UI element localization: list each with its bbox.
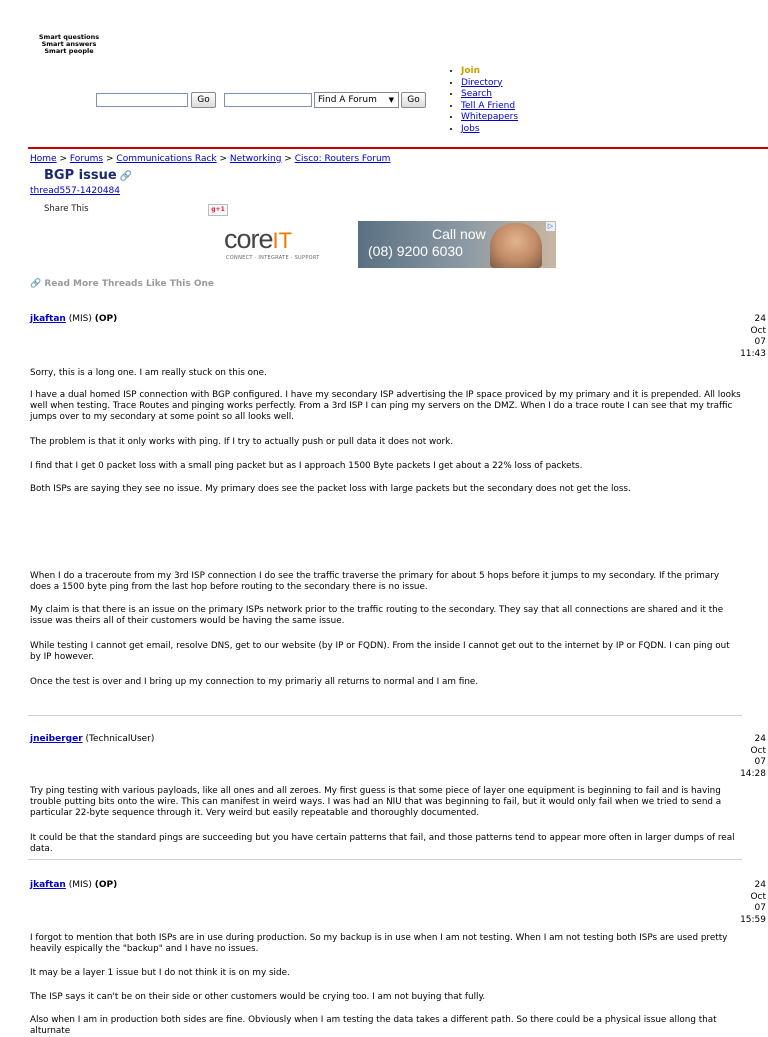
- link-icon[interactable]: 🔗: [119, 171, 133, 182]
- post-paragraph: I find that I get 0 packet loss with a small ping packet but as I approach 1500 Byte packets I get about a 22% loss of packets.: [30, 461, 583, 471]
- chevron-down-icon: ▼: [388, 96, 394, 104]
- site-tagline: [38, 34, 100, 55]
- post-paragraph: It could be that the standard pings are succeeding but you have certain patterns that fail, and those patterns tend to appear more often in larger dumps of real data.: [30, 833, 735, 854]
- ad-person-image: [490, 223, 542, 268]
- ad-call-now: Call now: [432, 226, 486, 242]
- google-plus-button[interactable]: g+1: [208, 204, 228, 216]
- tagline-line: Smart people: [44, 47, 94, 55]
- breadcrumb-communications-rack[interactable]: Communications Rack: [116, 154, 217, 164]
- post-paragraph: I forgot to mention that both ISPs are in use during production. So my backup is in use when I am not testing. When I am not testing both ISPs are used pretty heavily espically the "backup" and I have no issues.: [30, 933, 728, 954]
- ad-logo-core: core: [224, 224, 273, 254]
- breadcrumb-cisco-routers[interactable]: Cisco: Routers Forum: [294, 154, 391, 164]
- post-date-year: 07: [754, 903, 766, 913]
- post-date-day: 24: [754, 734, 766, 744]
- top-links: [452, 66, 518, 136]
- search-link[interactable]: Search: [461, 89, 492, 100]
- link-icon: 🔗: [30, 279, 42, 289]
- read-more-threads[interactable]: [30, 279, 214, 290]
- post-date-year: 07: [754, 337, 766, 347]
- adchoices-icon[interactable]: ▷: [547, 222, 554, 230]
- post-date: [716, 314, 766, 360]
- author-role: (MIS): [68, 880, 92, 890]
- post-paragraph: While testing I cannot get email, resolve DNS, get to our website (by IP or FQDN). From the inside I cannot get out to the internet by IP or FQDN. I can ping out by IP however.: [30, 641, 730, 662]
- post-date: [716, 880, 766, 926]
- tagline-line: Smart answers: [41, 40, 97, 48]
- post-paragraph: Both ISPs are saying they see no issue. My primary does see the packet loss with large packets but the secondary does not get the loss.: [30, 484, 631, 494]
- thread-id-link[interactable]: thread557-1420484: [30, 186, 121, 196]
- ad-brand-panel: [218, 221, 358, 268]
- post-date-month: Oct: [750, 745, 766, 756]
- post-paragraph: Also when I am in production both sides are fine. Obviously when I am testing the data takes a different path. So there could be a physical issue allong that alturnate: [30, 1015, 717, 1036]
- ad-logo-it: IT: [272, 228, 293, 253]
- forum-search-input[interactable]: [224, 93, 312, 107]
- toplink-join: [461, 66, 518, 78]
- post-paragraph: The ISP says it can't be on their side or other customers would be crying too. I am not buying that fully.: [30, 992, 486, 1002]
- post-paragraph: When I do a traceroute from my 3rd ISP connection I do see the traffic traverse the primary for about 5 hops before it jumps to my secondary. If the primary does a 1500 byte ping from the last hop before routing to the secondary there is no issue.: [30, 571, 720, 592]
- share-this-button[interactable]: Share This: [44, 204, 89, 214]
- post-paragraph: Once the test is over and I bring up my connection to my primariy all returns to normal and I am fine.: [30, 677, 479, 687]
- author-link[interactable]: jneiberger: [30, 734, 83, 744]
- breadcrumb-separator: >: [105, 154, 114, 164]
- toplink-search: [461, 89, 518, 101]
- site-search-go-button[interactable]: Go: [191, 92, 216, 108]
- author-role: (MIS): [68, 314, 92, 324]
- post-paragraph: Try ping testing with various payloads, like all ones and all zeroes. My first guess is that some piece of layer one equipment is beginning to fail and is having trouble putting bits onto the wire. This can manifest in weird ways. I was had an NIU that was beginning to fail, but it would only fail when we tried to send a particular 22-byte sequence through it. Very weird but easily repeatable and thoroughly documented.: [30, 786, 722, 818]
- post-paragraph: The problem is that it only works with ping. If I try to actually push or pull data it does not work.: [30, 437, 454, 447]
- author-role: (TechnicalUser): [85, 734, 155, 744]
- tagline-line: Smart questions: [38, 33, 100, 41]
- breadcrumb: [30, 154, 390, 165]
- post-divider: [28, 859, 742, 860]
- post-date-month: Oct: [750, 891, 766, 902]
- author-link[interactable]: jkaftan: [30, 880, 66, 890]
- ad-subtitle: CONNECT · INTEGRATE · SUPPORT: [226, 255, 320, 261]
- read-more-label: Read More Threads Like This One: [44, 279, 215, 289]
- breadcrumb-forums[interactable]: Forums: [69, 154, 104, 164]
- post-author: [30, 880, 117, 891]
- op-badge: (OP): [94, 880, 118, 890]
- post-date-time: 14:28: [740, 768, 766, 779]
- forum-search-go-button[interactable]: Go: [401, 92, 426, 108]
- whitepapers-link[interactable]: Whitepapers: [461, 112, 519, 123]
- join-link[interactable]: Join: [461, 66, 481, 76]
- post-date: [716, 734, 766, 780]
- forum-select[interactable]: [314, 92, 399, 108]
- post-paragraph: Sorry, this is a long one. I am really stuck on this one.: [30, 368, 267, 378]
- thread-title: [44, 168, 132, 184]
- post-paragraph: My claim is that there is an issue on the primary ISPs network prior to the traffic routing to the secondary. They say that all connections are shared and it the issue was theirs all of their customers would be having the same issue.: [30, 605, 724, 626]
- toplink-tell-a-friend: [461, 101, 518, 113]
- post-date-day: 24: [754, 314, 766, 324]
- header-divider: [28, 147, 768, 149]
- ad-photo-panel: [358, 221, 556, 268]
- forum-select-value: Find A Forum: [318, 95, 377, 105]
- ad-banner[interactable]: [218, 221, 556, 268]
- breadcrumb-separator: >: [219, 154, 228, 164]
- post-paragraph: I have a dual homed ISP connection with BGP configured. I have my secondary ISP advertising the IP space proviced by my primary and it is prepended. All looks well when testing. Trace Routes and pinging works perfectly. From a 3rd ISP I can ping my servers on the DMZ. When I do a trace route I can see that my traffic jumps over to my secondary at some point so all looks well.: [30, 390, 741, 422]
- post-date-year: 07: [754, 757, 766, 767]
- toplink-directory: [461, 78, 518, 90]
- thread-title-text: BGP issue: [44, 168, 117, 183]
- toplink-whitepapers: [461, 112, 518, 124]
- post-divider: [28, 715, 742, 716]
- post-date-time: 11:43: [740, 348, 766, 359]
- ad-phone: (08) 9200 6030: [368, 243, 463, 259]
- breadcrumb-networking[interactable]: Networking: [229, 154, 282, 164]
- tell-a-friend-link[interactable]: Tell A Friend: [461, 100, 516, 111]
- post-date-month: Oct: [750, 325, 766, 336]
- toplink-jobs: [461, 124, 518, 136]
- author-link[interactable]: jkaftan: [30, 314, 66, 324]
- op-badge: (OP): [94, 314, 118, 324]
- post-author: [30, 734, 154, 745]
- directory-link[interactable]: Directory: [461, 77, 503, 88]
- ad-logo: [224, 223, 292, 257]
- post-author: [30, 314, 117, 325]
- breadcrumb-separator: >: [284, 154, 292, 164]
- jobs-link[interactable]: Jobs: [461, 123, 480, 134]
- post-date-time: 15:59: [740, 914, 766, 925]
- site-search-input[interactable]: [96, 93, 188, 107]
- post-date-day: 24: [754, 880, 766, 890]
- breadcrumb-home[interactable]: Home: [30, 154, 57, 164]
- post-paragraph: It may be a layer 1 issue but I do not think it is on my side.: [30, 968, 290, 978]
- breadcrumb-separator: >: [59, 154, 67, 164]
